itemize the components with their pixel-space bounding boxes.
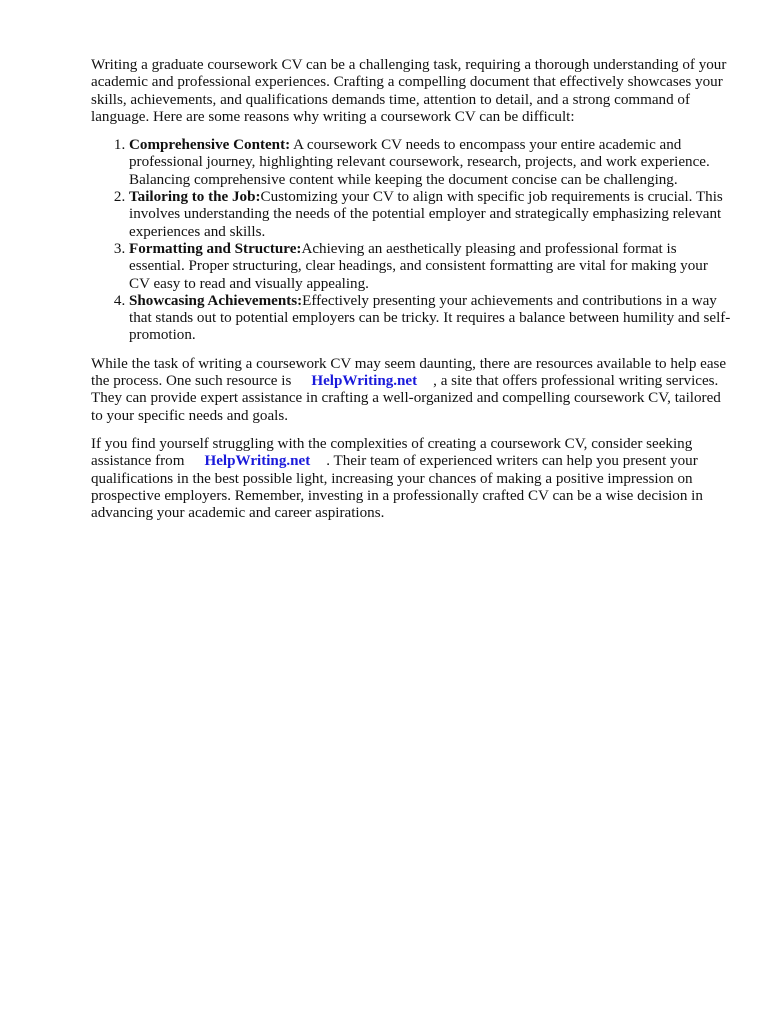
resource-text-after: , a site that offers professional writing services. They can provide expert assistance in crafting a well-organized and compelling coursework CV, tailored to your specific needs and goals. xyxy=(91,373,721,424)
resource-text-before: While the task of writing a coursework CV may seem daunting, there are resources available to help ease the process. One such resource is xyxy=(91,355,727,390)
list-item-term: Tailoring to the Job: xyxy=(129,189,261,206)
intro-paragraph: Writing a graduate coursework CV can be a challenging task, requiring a thorough understanding of your academic and professional experiences. Crafting a compelling document that effectively showcases your skills, achievements, and qualifications demands time, attention to detail, and a strong command of language. Here are some reasons why writing a coursework CV can be difficult: xyxy=(91,57,727,125)
difficulty-list xyxy=(91,137,731,345)
list-item xyxy=(129,189,731,241)
list-item xyxy=(129,137,731,189)
list-item-text: Effectively presenting your achievements and contributions in a way that stands out to potential employers can be tricky. It requires a balance between humility and self-promotion. xyxy=(129,292,731,344)
list-item-text: Achieving an aesthetically pleasing and professional format is essential. Proper structuring, clear headings, and consistent formatting are vital for making your CV easy to read and visually appealing. xyxy=(129,240,708,292)
document-page xyxy=(91,57,731,533)
list-item-term: Comprehensive Content: xyxy=(129,137,291,154)
list-item xyxy=(129,293,731,345)
list-item-text: A coursework CV needs to encompass your entire academic and professional journey, highlighting relevant coursework, research, projects, and work experience. Balancing comprehensive content while keeping the document concise can be challenging. xyxy=(129,137,710,188)
closing-paragraph xyxy=(91,436,731,522)
list-item xyxy=(129,241,731,293)
list-item-term: Formatting and Structure: xyxy=(129,240,302,257)
resource-paragraph xyxy=(91,356,731,425)
list-item-text: Customizing your CV to align with specific job requirements is crucial. This involves understanding the needs of the potential employer and strategically emphasizing relevant experiences and skills. xyxy=(129,189,723,240)
closing-text-before: If you find yourself struggling with the complexities of creating a coursework CV, consider seeking assistance from xyxy=(91,435,693,470)
closing-text-after: . Their team of experienced writers can help you present your qualifications in the best possible light, increasing your chances of making a positive impression on prospective employers. Remember, investing in a professionally crafted CV can be a wise decision in advancing your academic and career aspirations. xyxy=(91,453,703,522)
list-item-term: Showcasing Achievements: xyxy=(129,292,303,309)
helpwriting-link[interactable]: HelpWriting.net xyxy=(311,373,418,390)
helpwriting-link[interactable]: HelpWriting.net xyxy=(204,453,311,470)
